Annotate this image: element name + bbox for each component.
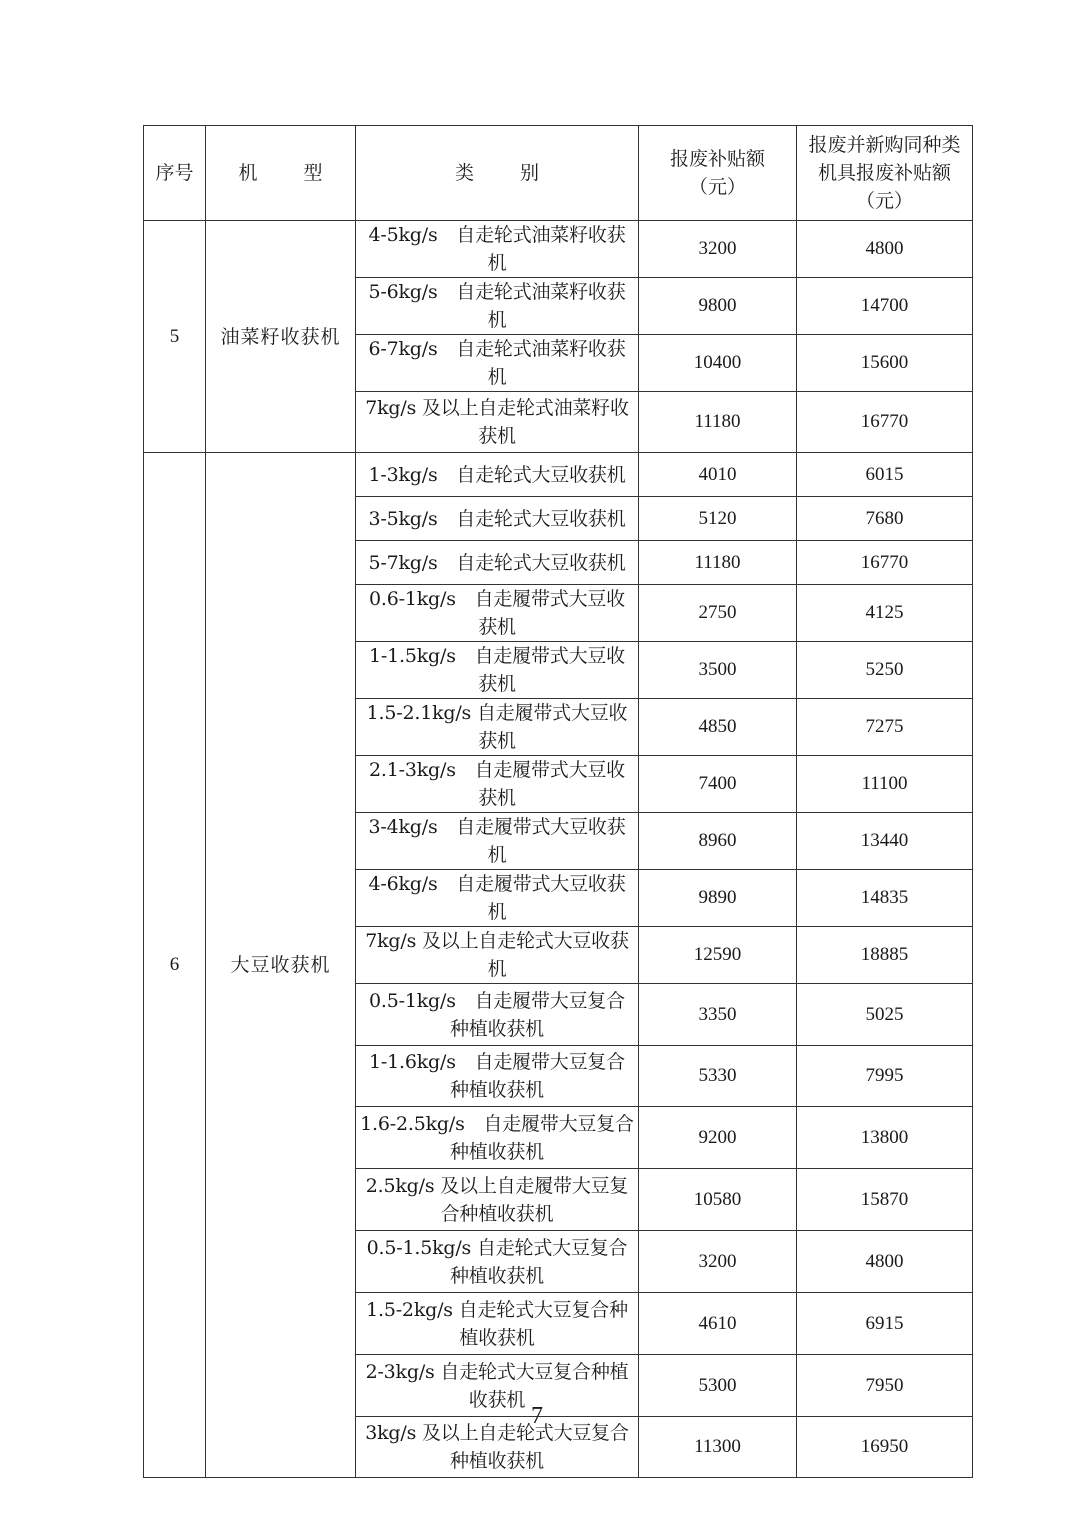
header-seq: 序号 [144, 126, 206, 221]
group-machine-type: 大豆收获机 [206, 453, 356, 1478]
category-cell: 0.5-1.5kg/s 自走轮式大豆复合种植收获机 [356, 1231, 639, 1293]
subsidy-cell: 12590 [639, 927, 797, 984]
subsidy-cell: 3200 [639, 221, 797, 278]
subsidy-cell: 5300 [639, 1355, 797, 1417]
category-cell: 1.6-2.5kg/s 自走履带大豆复合种植收获机 [356, 1107, 639, 1169]
category-cell: 5-6kg/s 自走轮式油菜籽收获机 [356, 278, 639, 335]
subsidy-cell: 3350 [639, 984, 797, 1046]
subsidy-new-cell: 14700 [797, 278, 973, 335]
header-subsidy-new: 报废并新购同种类机具报废补贴额（元） [797, 126, 973, 221]
subsidy-cell: 11300 [639, 1417, 797, 1478]
category-cell: 2-3kg/s 自走轮式大豆复合种植收获机 [356, 1355, 639, 1417]
subsidy-cell: 7400 [639, 756, 797, 813]
subsidy-cell: 3500 [639, 642, 797, 699]
subsidy-cell: 8960 [639, 813, 797, 870]
category-cell: 6-7kg/s 自走轮式油菜籽收获机 [356, 335, 639, 392]
table-body [144, 221, 973, 1478]
subsidy-new-cell: 14835 [797, 870, 973, 927]
category-cell: 1.5-2.1kg/s 自走履带式大豆收获机 [356, 699, 639, 756]
category-cell: 1-1.6kg/s 自走履带大豆复合种植收获机 [356, 1046, 639, 1107]
subsidy-new-cell: 7680 [797, 497, 973, 541]
category-cell: 1-3kg/s 自走轮式大豆收获机 [356, 453, 639, 497]
subsidy-table [143, 125, 973, 1478]
subsidy-new-cell: 4800 [797, 1231, 973, 1293]
category-cell: 0.5-1kg/s 自走履带大豆复合种植收获机 [356, 984, 639, 1046]
category-cell: 7kg/s 及以上自走轮式大豆收获机 [356, 927, 639, 984]
subsidy-new-cell: 5250 [797, 642, 973, 699]
subsidy-cell: 2750 [639, 585, 797, 642]
subsidy-cell: 5330 [639, 1046, 797, 1107]
header-type: 机 型 [206, 126, 356, 221]
category-cell: 3-5kg/s 自走轮式大豆收获机 [356, 497, 639, 541]
subsidy-new-cell: 5025 [797, 984, 973, 1046]
subsidy-cell: 3200 [639, 1231, 797, 1293]
group-machine-type: 油菜籽收获机 [206, 221, 356, 453]
subsidy-new-cell: 15870 [797, 1169, 973, 1231]
category-cell: 1-1.5kg/s 自走履带式大豆收获机 [356, 642, 639, 699]
category-cell: 0.6-1kg/s 自走履带式大豆收获机 [356, 585, 639, 642]
subsidy-new-cell: 7275 [797, 699, 973, 756]
header-row [144, 126, 973, 221]
subsidy-cell: 9890 [639, 870, 797, 927]
category-cell: 2.1-3kg/s 自走履带式大豆收获机 [356, 756, 639, 813]
subsidy-cell: 10400 [639, 335, 797, 392]
category-cell: 7kg/s 及以上自走轮式油菜籽收获机 [356, 392, 639, 453]
subsidy-cell: 9200 [639, 1107, 797, 1169]
subsidy-new-cell: 16770 [797, 392, 973, 453]
group-seq: 5 [144, 221, 206, 453]
category-cell: 4-6kg/s 自走履带式大豆收获机 [356, 870, 639, 927]
subsidy-new-cell: 4125 [797, 585, 973, 642]
subsidy-new-cell: 6915 [797, 1293, 973, 1355]
subsidy-cell: 4850 [639, 699, 797, 756]
subsidy-new-cell: 16770 [797, 541, 973, 585]
subsidy-new-cell: 4800 [797, 221, 973, 278]
subsidy-new-cell: 16950 [797, 1417, 973, 1478]
subsidy-cell: 4610 [639, 1293, 797, 1355]
subsidy-new-cell: 6015 [797, 453, 973, 497]
header-category: 类 别 [356, 126, 639, 221]
category-cell: 4-5kg/s 自走轮式油菜籽收获机 [356, 221, 639, 278]
category-cell: 2.5kg/s 及以上自走履带大豆复合种植收获机 [356, 1169, 639, 1231]
page-number: 7 [531, 1403, 543, 1429]
subsidy-new-cell: 15600 [797, 335, 973, 392]
category-cell: 3-4kg/s 自走履带式大豆收获机 [356, 813, 639, 870]
subsidy-new-cell: 7950 [797, 1355, 973, 1417]
category-cell: 3kg/s 及以上自走轮式大豆复合种植收获机 [356, 1417, 639, 1478]
subsidy-new-cell: 13800 [797, 1107, 973, 1169]
category-cell: 1.5-2kg/s 自走轮式大豆复合种植收获机 [356, 1293, 639, 1355]
subsidy-cell: 10580 [639, 1169, 797, 1231]
subsidy-cell: 5120 [639, 497, 797, 541]
subsidy-new-cell: 13440 [797, 813, 973, 870]
table-row [144, 453, 973, 497]
subsidy-new-cell: 18885 [797, 927, 973, 984]
subsidy-cell: 11180 [639, 392, 797, 453]
header-subsidy: 报废补贴额（元） [639, 126, 797, 221]
subsidy-cell: 4010 [639, 453, 797, 497]
subsidy-new-cell: 11100 [797, 756, 973, 813]
table-row [144, 221, 973, 278]
subsidy-cell: 11180 [639, 541, 797, 585]
group-seq: 6 [144, 453, 206, 1478]
category-cell: 5-7kg/s 自走轮式大豆收获机 [356, 541, 639, 585]
subsidy-new-cell: 7995 [797, 1046, 973, 1107]
subsidy-cell: 9800 [639, 278, 797, 335]
